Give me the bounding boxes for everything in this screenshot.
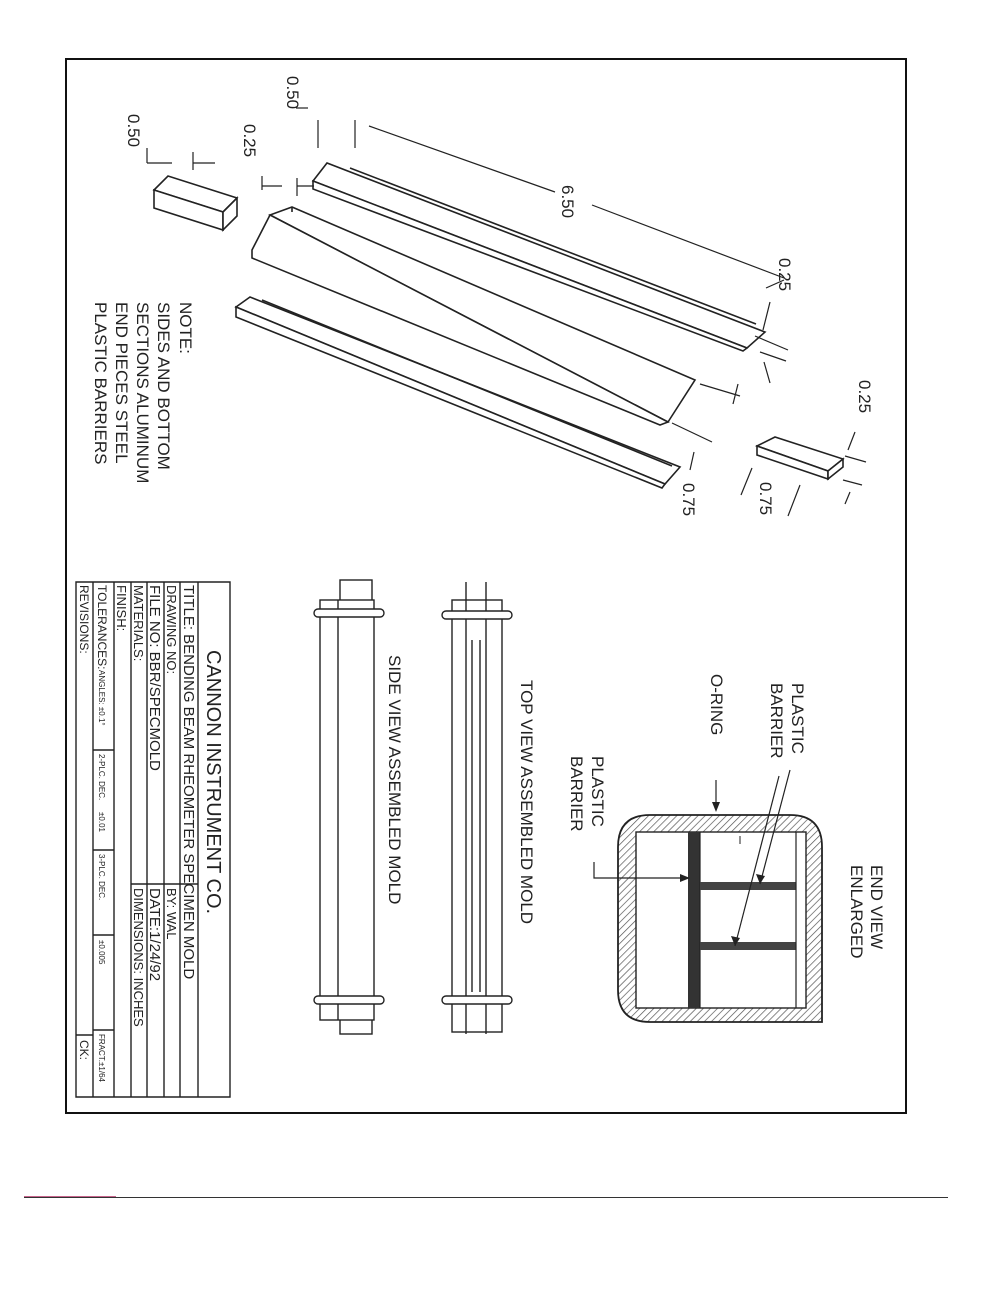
top-view-assembled (442, 582, 512, 1034)
exploded-parts (154, 163, 843, 488)
tolerance-fract: FRACT. (97, 1034, 106, 1062)
dim-025-left: 0.25 (240, 124, 259, 158)
end-piece-left (154, 176, 237, 230)
o-ring-label: O-RING (707, 674, 726, 736)
plastic-barrier-label-1b: BARRIER (767, 683, 786, 759)
note-line-3: SECTIONS ALUMINUM (133, 302, 152, 484)
finish: FINISH: (114, 585, 129, 632)
dim-075-b: 0.75 (756, 482, 775, 516)
note-block (91, 302, 195, 483)
tolerance-fract-value: ±1/64 (97, 1062, 106, 1082)
plastic-barrier-label-1a: PLASTIC (788, 683, 807, 754)
dimensions-units: DIMENSIONS: INCHES (131, 888, 146, 1027)
dim-025-a: 0.25 (775, 258, 794, 292)
dim-050-left: 0.50 (124, 114, 143, 148)
note-line-4: END PIECES STEEL (112, 302, 131, 464)
plastic-barrier-label-2b: BARRIER (567, 756, 586, 832)
side-view-assembled (314, 580, 384, 1034)
tolerance-angles: ANGLES: ±0.1° (97, 670, 106, 726)
end-view-label-2: ENLARGED (847, 865, 866, 959)
tolerance-3plc-value: ±0.005 (97, 940, 106, 965)
checked-by: CK: (77, 1040, 91, 1061)
tolerance-2plc-value: ±0.01 (97, 812, 106, 832)
drawing-title: TITLE: BENDING BEAM RHEOMETER SPECIMEN MOLD (180, 585, 197, 980)
revisions: REVISIONS: (77, 585, 91, 654)
end-view-label-1: END VIEW (867, 865, 886, 950)
end-piece-right (757, 437, 843, 479)
plastic-barrier-label-2a: PLASTIC (588, 756, 607, 827)
dim-075-a: 0.75 (679, 483, 698, 517)
tolerance-2plc: 2-PLC. DEC. (97, 754, 106, 801)
tolerance-3plc: 3-PLC. DEC. (97, 854, 106, 901)
date: DATE:1/24/92 (146, 888, 163, 982)
materials: MATERIALS: (131, 585, 146, 662)
dim-650: 6.50 (558, 185, 577, 219)
dim-050-top: 0.50 (283, 76, 302, 110)
dim-025-b: 0.25 (855, 380, 874, 414)
tolerances: TOLERANCES: (95, 585, 109, 670)
file-no: FILE NO: BBR/SPECMOLD (146, 585, 163, 771)
side-view-label: SIDE VIEW ASSEMBLED MOLD (385, 655, 404, 905)
drawn-by: BY: WAL (164, 888, 179, 940)
note-line-1: NOTE: (176, 302, 195, 354)
company-name: CANNON INSTRUMENT CO. (202, 650, 224, 915)
footer-rule (24, 1197, 948, 1198)
drawing-no: DRAWING NO: (164, 585, 179, 675)
note-line-5: PLASTIC BARRIERS (91, 302, 110, 465)
end-view-enlarged (618, 815, 822, 1022)
note-line-2: SIDES AND BOTTOM (154, 302, 173, 470)
top-view-label: TOP VIEW ASSEMBLED MOLD (517, 680, 536, 925)
